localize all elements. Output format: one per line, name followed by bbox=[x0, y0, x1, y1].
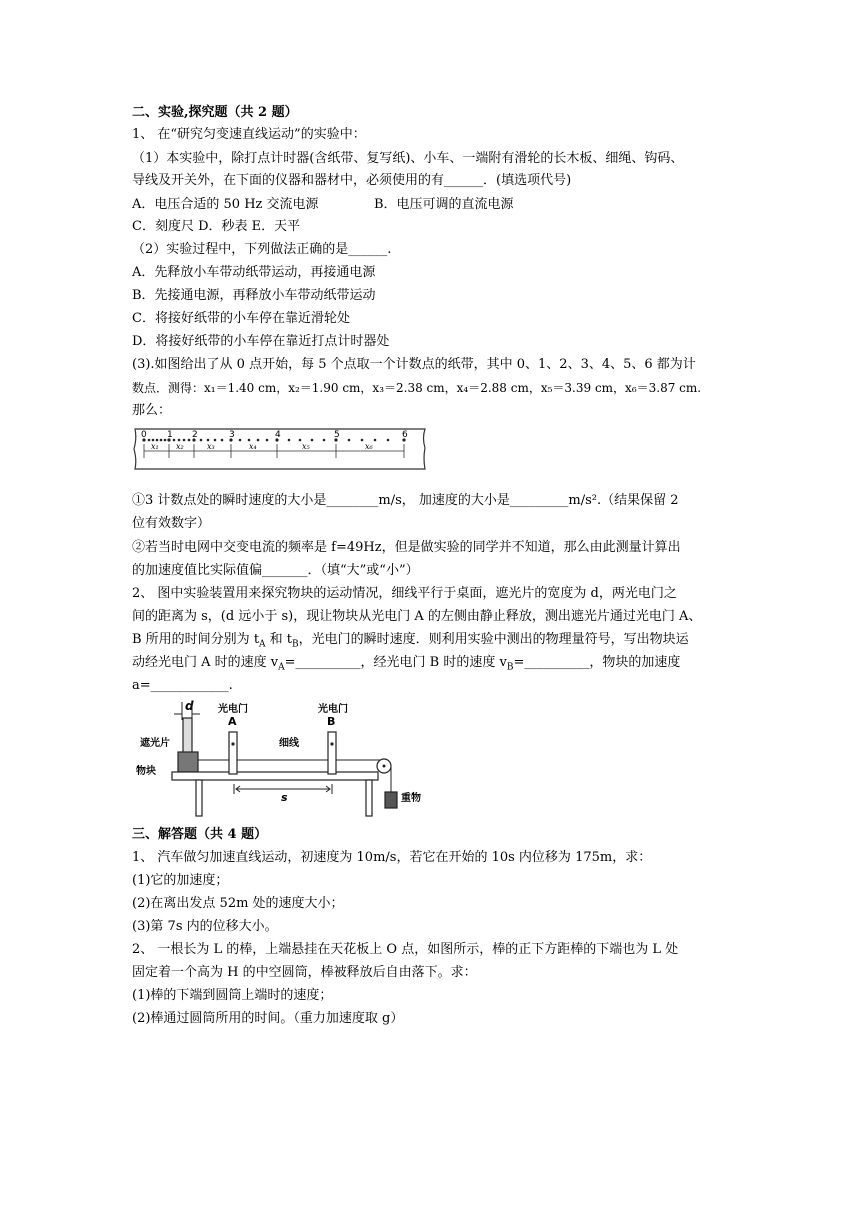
s3-q1-item1: (1)它的加速度； bbox=[132, 873, 229, 888]
s2-q2-line3-part-a: B 所用的时间分别为 t bbox=[132, 632, 260, 647]
s2-q1-p2-option-b: B．先接通电源，再释放小车带动纸带运动 bbox=[132, 288, 376, 303]
tape-segment-label-x2: x₂ bbox=[176, 442, 184, 451]
tape-segment-label-x3: x₃ bbox=[207, 442, 215, 451]
tape-point-label-6: 6 bbox=[402, 430, 408, 440]
gate-b-sensor bbox=[330, 742, 333, 745]
tape-segment-label-x6: x₆ bbox=[365, 442, 373, 451]
s2-q2-line2: 间的距离为 s，(d 远小于 s)，现让物块从光电门 A 的左侧由静止释放，测出遮光片通过光电门 A、 bbox=[132, 609, 702, 624]
s2-q1-p3-line3: 那么： bbox=[132, 403, 172, 418]
s2-q1-sub2-line1: ②若当时电网中交变电流的频率是 f=49Hz，但是做实验的同学并不知道，那么由此测量计算出 bbox=[132, 540, 681, 555]
s2-q1-sub2-line2: 的加速度值比实际值偏_______．（填“大”或“小”） bbox=[132, 563, 419, 578]
s2-q1-sub1-line2: 位有效数字） bbox=[132, 516, 211, 531]
apparatus-figure bbox=[132, 698, 444, 818]
block bbox=[178, 752, 198, 772]
s2-q1-p2-option-a: A．先释放小车带动纸带运动，再接通电源 bbox=[132, 265, 376, 280]
s2-q2-line3-part-b: 和 t bbox=[265, 632, 293, 647]
label-gate-a-top: 光电门 bbox=[218, 704, 248, 715]
gate-a-post bbox=[229, 732, 237, 774]
s2-q1-p1-option-b: B．电压可调的直流电源 bbox=[374, 197, 514, 212]
s2-q2-line1: 2、 图中实验装置用来探究物块的运动情况，细线平行于桌面，遮光片的宽度为 d，两光电门之 bbox=[132, 586, 677, 601]
tape-point-label-4: 4 bbox=[275, 430, 281, 440]
s2-q2-line4-part-c: =__________，物块的加速度 bbox=[513, 655, 681, 670]
s2-q2-line4-sub-b: B bbox=[506, 662, 514, 673]
s3-q1-item2: (2)在离出发点 52m 处的速度大小； bbox=[132, 896, 344, 911]
tape-point-label-1: 1 bbox=[167, 430, 173, 440]
hanging-weight bbox=[385, 792, 397, 808]
label-gate-b-top: 光电门 bbox=[318, 704, 348, 715]
s3-q2-item2: (2)棒通过圆筒所用的时间。（重力加速度取 g） bbox=[132, 1011, 404, 1026]
label-thread: 细线 bbox=[279, 738, 299, 749]
tape-point-label-3: 3 bbox=[229, 430, 235, 440]
label-gate-b: B bbox=[327, 715, 336, 728]
s3-q2-line1: 2、 一根长为 L 的棒，上端悬挂在天花板上 O 点，如图所示，棒的正下方距棒的下端也为 L 处 bbox=[132, 942, 679, 957]
s3-q1-item3: (3)第 7s 内的位移大小。 bbox=[132, 919, 278, 934]
s2-q1-sub1-line1: ①3 计数点处的瞬时速度的大小是________m/s， 加速度的大小是_________m/s².（结果保留 2 bbox=[132, 493, 679, 508]
s3-q2-line2: 固定着一个高为 H 的中空圆筒，棒被释放后自由落下。求： bbox=[132, 965, 477, 980]
s2-q1-p2-option-c: C．将接好纸带的小车停在靠近滑轮处 bbox=[132, 311, 350, 326]
tape-segment-label-x1: x₁ bbox=[151, 442, 159, 451]
label-s: s bbox=[281, 791, 288, 804]
label-shade: 遮光片 bbox=[140, 738, 170, 749]
s3-q1-stem: 1、 汽车做匀加速直线运动，初速度为 10m/s，若它在开始的 10s 内位移为 175m，求： bbox=[132, 850, 652, 865]
tape-segment-label-x4: x₄ bbox=[249, 442, 257, 451]
section2-heading: 二、实验,探究题（共 2 题） bbox=[132, 105, 298, 120]
s3-q2-item1: (1)棒的下端到圆筒上端时的速度； bbox=[132, 988, 333, 1003]
gate-b-post bbox=[328, 732, 336, 774]
gate-a-sensor bbox=[231, 742, 234, 745]
pulley-axle bbox=[383, 765, 386, 768]
section3-heading: 三、解答题（共 4 题） bbox=[132, 827, 268, 842]
s2-q1-p1-option-a: A．电压合适的 50 Hz 交流电源 bbox=[132, 197, 319, 212]
s2-q2-line3-sub-a: A bbox=[259, 639, 266, 650]
s2-q1-p2-line: （2）实验过程中，下列做法正确的是______. bbox=[132, 242, 392, 257]
tape-point-label-0: 0 bbox=[141, 430, 147, 440]
s2-q2-line4-part-b: =__________，经光电门 B 时的速度 v bbox=[284, 655, 507, 670]
label-block: 物块 bbox=[136, 766, 156, 777]
paper-tape-figure bbox=[132, 426, 428, 472]
s2-q2-line4-part-a: 动经光电门 A 时的速度 v bbox=[132, 655, 279, 670]
s2-q2-line5: a=____________. bbox=[132, 678, 233, 693]
s2-q1-p3-line2: 数点．测得：x₁＝1.40 cm，x₂＝1.90 cm，x₃＝2.38 cm，x₄＝2.88 cm，x₅＝3.39 cm，x₆＝3.87 cm. bbox=[132, 381, 702, 395]
s2-q1-stem: 1、 在“研究匀变速直线运动”的实验中： bbox=[132, 127, 366, 142]
tape-point-label-2: 2 bbox=[192, 430, 198, 440]
s2-q2-line3-part-c: ，光电门的瞬时速度．则利用实验中测出的物理量符号，写出物块运 bbox=[298, 632, 689, 647]
s2-q1-p1-line2: 导线及开关外，在下面的仪器和器材中，必须使用的有______．(填选项代号) bbox=[132, 173, 572, 188]
s2-q2-line3-sub-b: B bbox=[292, 639, 299, 650]
tape-segment-label-x5: x₅ bbox=[302, 442, 310, 451]
shade-plate bbox=[183, 718, 192, 756]
s2-q1-p1-line1: （1）本实验中，除打点计时器(含纸带、复写纸)、小车、一端附有滑轮的长木板、细绳、钩码、 bbox=[132, 151, 684, 166]
tape-point-label-5: 5 bbox=[334, 430, 340, 440]
s2-q1-p1-options-cde: C．刻度尺 D．秒表 E．天平 bbox=[132, 219, 301, 234]
label-weight: 重物 bbox=[401, 793, 421, 804]
s2-q1-p3-line1: (3).如图给出了从 0 点开始，每 5 个点取一个计数点的纸带，其中 0、1、2、3、4、5、6 都为计 bbox=[132, 357, 696, 372]
label-d: d bbox=[185, 699, 194, 713]
label-gate-a: A bbox=[228, 715, 237, 728]
table-top bbox=[172, 772, 378, 780]
s2-q1-p2-option-d: D．将接好纸带的小车停在靠近打点计时器处 bbox=[132, 334, 390, 349]
s2-q2-line4-sub-a: A bbox=[278, 662, 285, 673]
